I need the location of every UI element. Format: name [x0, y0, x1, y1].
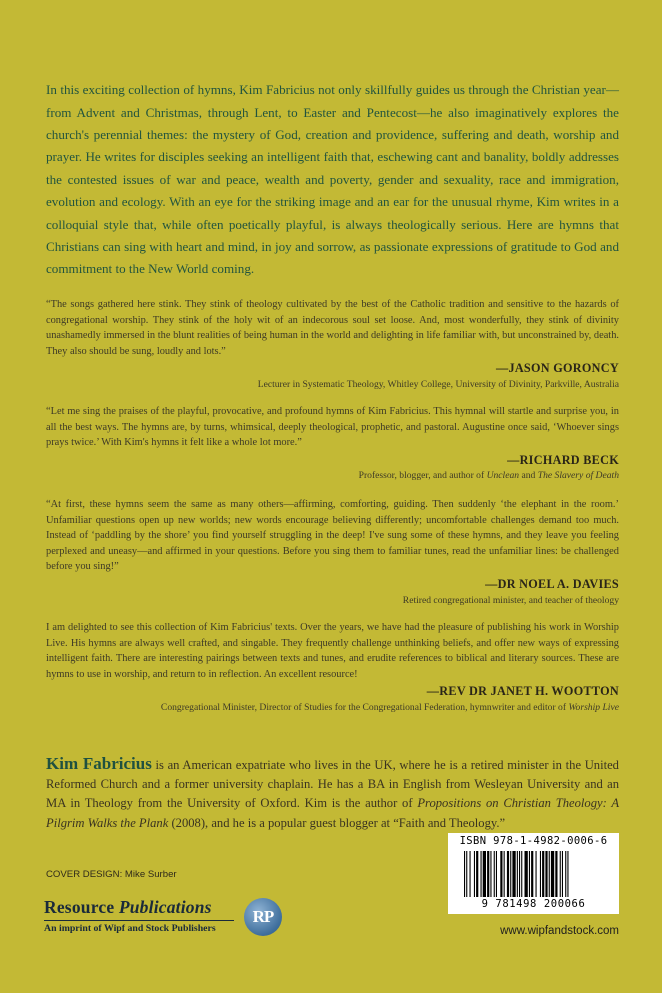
barcode-bar	[494, 851, 495, 897]
endorsement-wootton	[46, 620, 619, 714]
isbn-barcode	[448, 833, 619, 914]
barcode-bar	[500, 851, 502, 897]
publisher-divider	[44, 920, 234, 921]
barcode-bar	[512, 851, 515, 897]
barcode-bar	[529, 851, 530, 897]
endorser-name: —RICHARD BECK	[507, 452, 619, 467]
barcode-number: 9 781498 200066	[481, 898, 586, 910]
endorsement-beck	[46, 404, 619, 482]
barcode-bar	[470, 851, 471, 897]
barcode-bar	[555, 851, 557, 897]
barcode-bar	[481, 851, 482, 897]
barcode-bar	[466, 851, 467, 897]
endorser-name: —JASON GORONCY	[495, 361, 619, 376]
barcode-bar	[490, 851, 491, 897]
publisher-imprint: An imprint of Wipf and Stock Publishers	[44, 923, 216, 934]
barcode-bar	[565, 851, 566, 897]
endorser-role: Retired congregational minister, and teacher of theology	[402, 594, 619, 606]
barcode-bar	[551, 851, 554, 897]
publisher-website: www.wipfandstock.com	[500, 925, 619, 937]
barcode-bar	[476, 851, 478, 897]
barcode-bar	[517, 851, 518, 897]
barcode-bar	[540, 851, 541, 897]
author-name: Kim Fabricius	[46, 753, 152, 773]
barcode-bar	[542, 851, 544, 897]
barcode-bar	[496, 851, 497, 897]
book-title: Propositions on Christian Theology: A Pilgrim Walks the Plank	[46, 796, 620, 830]
endorser-name: —REV DR JANET H. WOOTTON	[426, 684, 619, 699]
barcode-bar	[560, 851, 561, 897]
book-blurb: In this exciting collection of hymns, Kim Fabricius not only skillfully guides us through the Christian year—from Advent and Christmas, through Lent, to Easter and Pentecost—he also imaginatively explores the church's perennial themes: the mystery of God, creation and providence, suffering and death, worship and prayer. He writes for disciples seeking an intelligent faith that, eschewing cant and banality, boldly addresses the contested issues of war and peace, wealth and poverty, gender and sexuality, race and immigration, evolution and ecology. With an eye for the striking image and an ear for the unusual rhyme, Kim writes in a colloquial style that, while often poetically playful, is always theologically serious. Here are hymns that Christians can sing with heart and mind, in joy and sorrow, as passionate expressions of gratitude to God and commitment to the New World coming.	[46, 82, 619, 277]
isbn-label: ISBN 978-1-4982-0006-6	[459, 835, 608, 847]
barcode-bar	[507, 851, 509, 897]
barcode-bar	[525, 851, 528, 897]
endorser-role: Lecturer in Systematic Theology, Whitley College, University of Divinity, Parkville, Australia	[257, 378, 619, 390]
publisher-logo	[44, 897, 289, 943]
endorsement-quote: I am delighted to see this collection of Kim Fabricius' texts. Over the years, we have had the pleasure of publishing his work in Worship Live. His hymns are always well crafted, and singable. They frequently challenge unthinking beliefs, and offer new ways of expressing intelligent faith. There are interesting pairings between texts and tunes, and erudite references to biblical and literary sources. These are hymns to use in worship, and return to in reflection. An excellent resource!	[46, 622, 619, 680]
barcode-bar	[464, 851, 465, 897]
barcode-bar	[536, 851, 537, 897]
endorsement-quote: “The songs gathered here stink. They stink of theology cultivated by the best of the Catholic tradition and sensitive to the hazards of congregational worship. They stink of the holy wit of an indecorous soul set loose. And, most wonderfully, they stink of divinity unashamedly immersed in the blunt realities of being human in the world and delighting in life familiar with, but unconstrained by, death. They also should be sung, loudly and lots.”	[46, 299, 619, 357]
endorsement-quote: “Let me sing the praises of the playful, provocative, and profound hymns of Kim Fabricius. This hymnal will startle and surprise you, in all the best ways. The hymns are, by turns, whimsical, deeply theological, prophetic, and pastoral. Augustine once said, ‘Whoever sings prays twice.’ With Kim's hymns it felt like a whole lot more.”	[46, 406, 619, 449]
author-bio: Kim Fabricius is an American expatriate who lives in the UK, where he is a retired minister in the United Reformed Church and a former university chaplain. He has a BA in English from Wesleyan University and an MA in Theology from the University of Oxford. Kim is the author of Propositions on Christian Theology: A Pilgrim Walks the Plank (2008), and he is a popular guest blogger at “Faith and Theology.”	[46, 753, 620, 830]
barcode-bar	[531, 851, 533, 897]
publisher-name: Resource Publications	[44, 897, 212, 917]
barcode-bar	[483, 851, 486, 897]
endorser-name: —DR NOEL A. DAVIES	[485, 576, 619, 591]
barcode-bar	[549, 851, 550, 897]
barcode-icon	[462, 851, 605, 897]
endorser-role: Congregational Minister, Director of Studies for the Congregational Federation, hymnwriter and editor of Worship Live	[160, 701, 619, 713]
barcode-bar	[504, 851, 505, 897]
endorsement-quote: “At first, these hymns seem the same as many others—affirming, comforting, guiding. Then suddenly ‘the elephant in the room.’ Unfamiliar questions open up new worlds; new words encourage believing differently; uncomfortable challenges demand too much. Instead of ‘paddling by the shore’ you find yourself struggling in the deep! I've sung some of these hymns, and they leave you feeling perplexed and uneasy—and affirmed in your questions. Before you sing them to familiar tunes, read the unfamiliar lines: be challenged before you sing!”	[46, 499, 619, 573]
barcode-bar	[487, 851, 489, 897]
endorsement-goroncy	[46, 297, 619, 391]
endorser-role: Professor, blogger, and author of Unclean and The Slavery of Death	[358, 470, 619, 482]
rp-emblem-icon: RP	[244, 898, 282, 936]
barcode-bar	[510, 851, 511, 897]
barcode-bar	[519, 851, 520, 897]
endorsement-davies	[46, 497, 619, 607]
barcode-bar	[474, 851, 475, 897]
barcode-bar	[545, 851, 547, 897]
barcode-bar	[567, 851, 568, 897]
barcode-bar	[521, 851, 522, 897]
cover-design-credit: COVER DESIGN: Mike Surber	[46, 869, 177, 880]
barcode-bar	[562, 851, 563, 897]
